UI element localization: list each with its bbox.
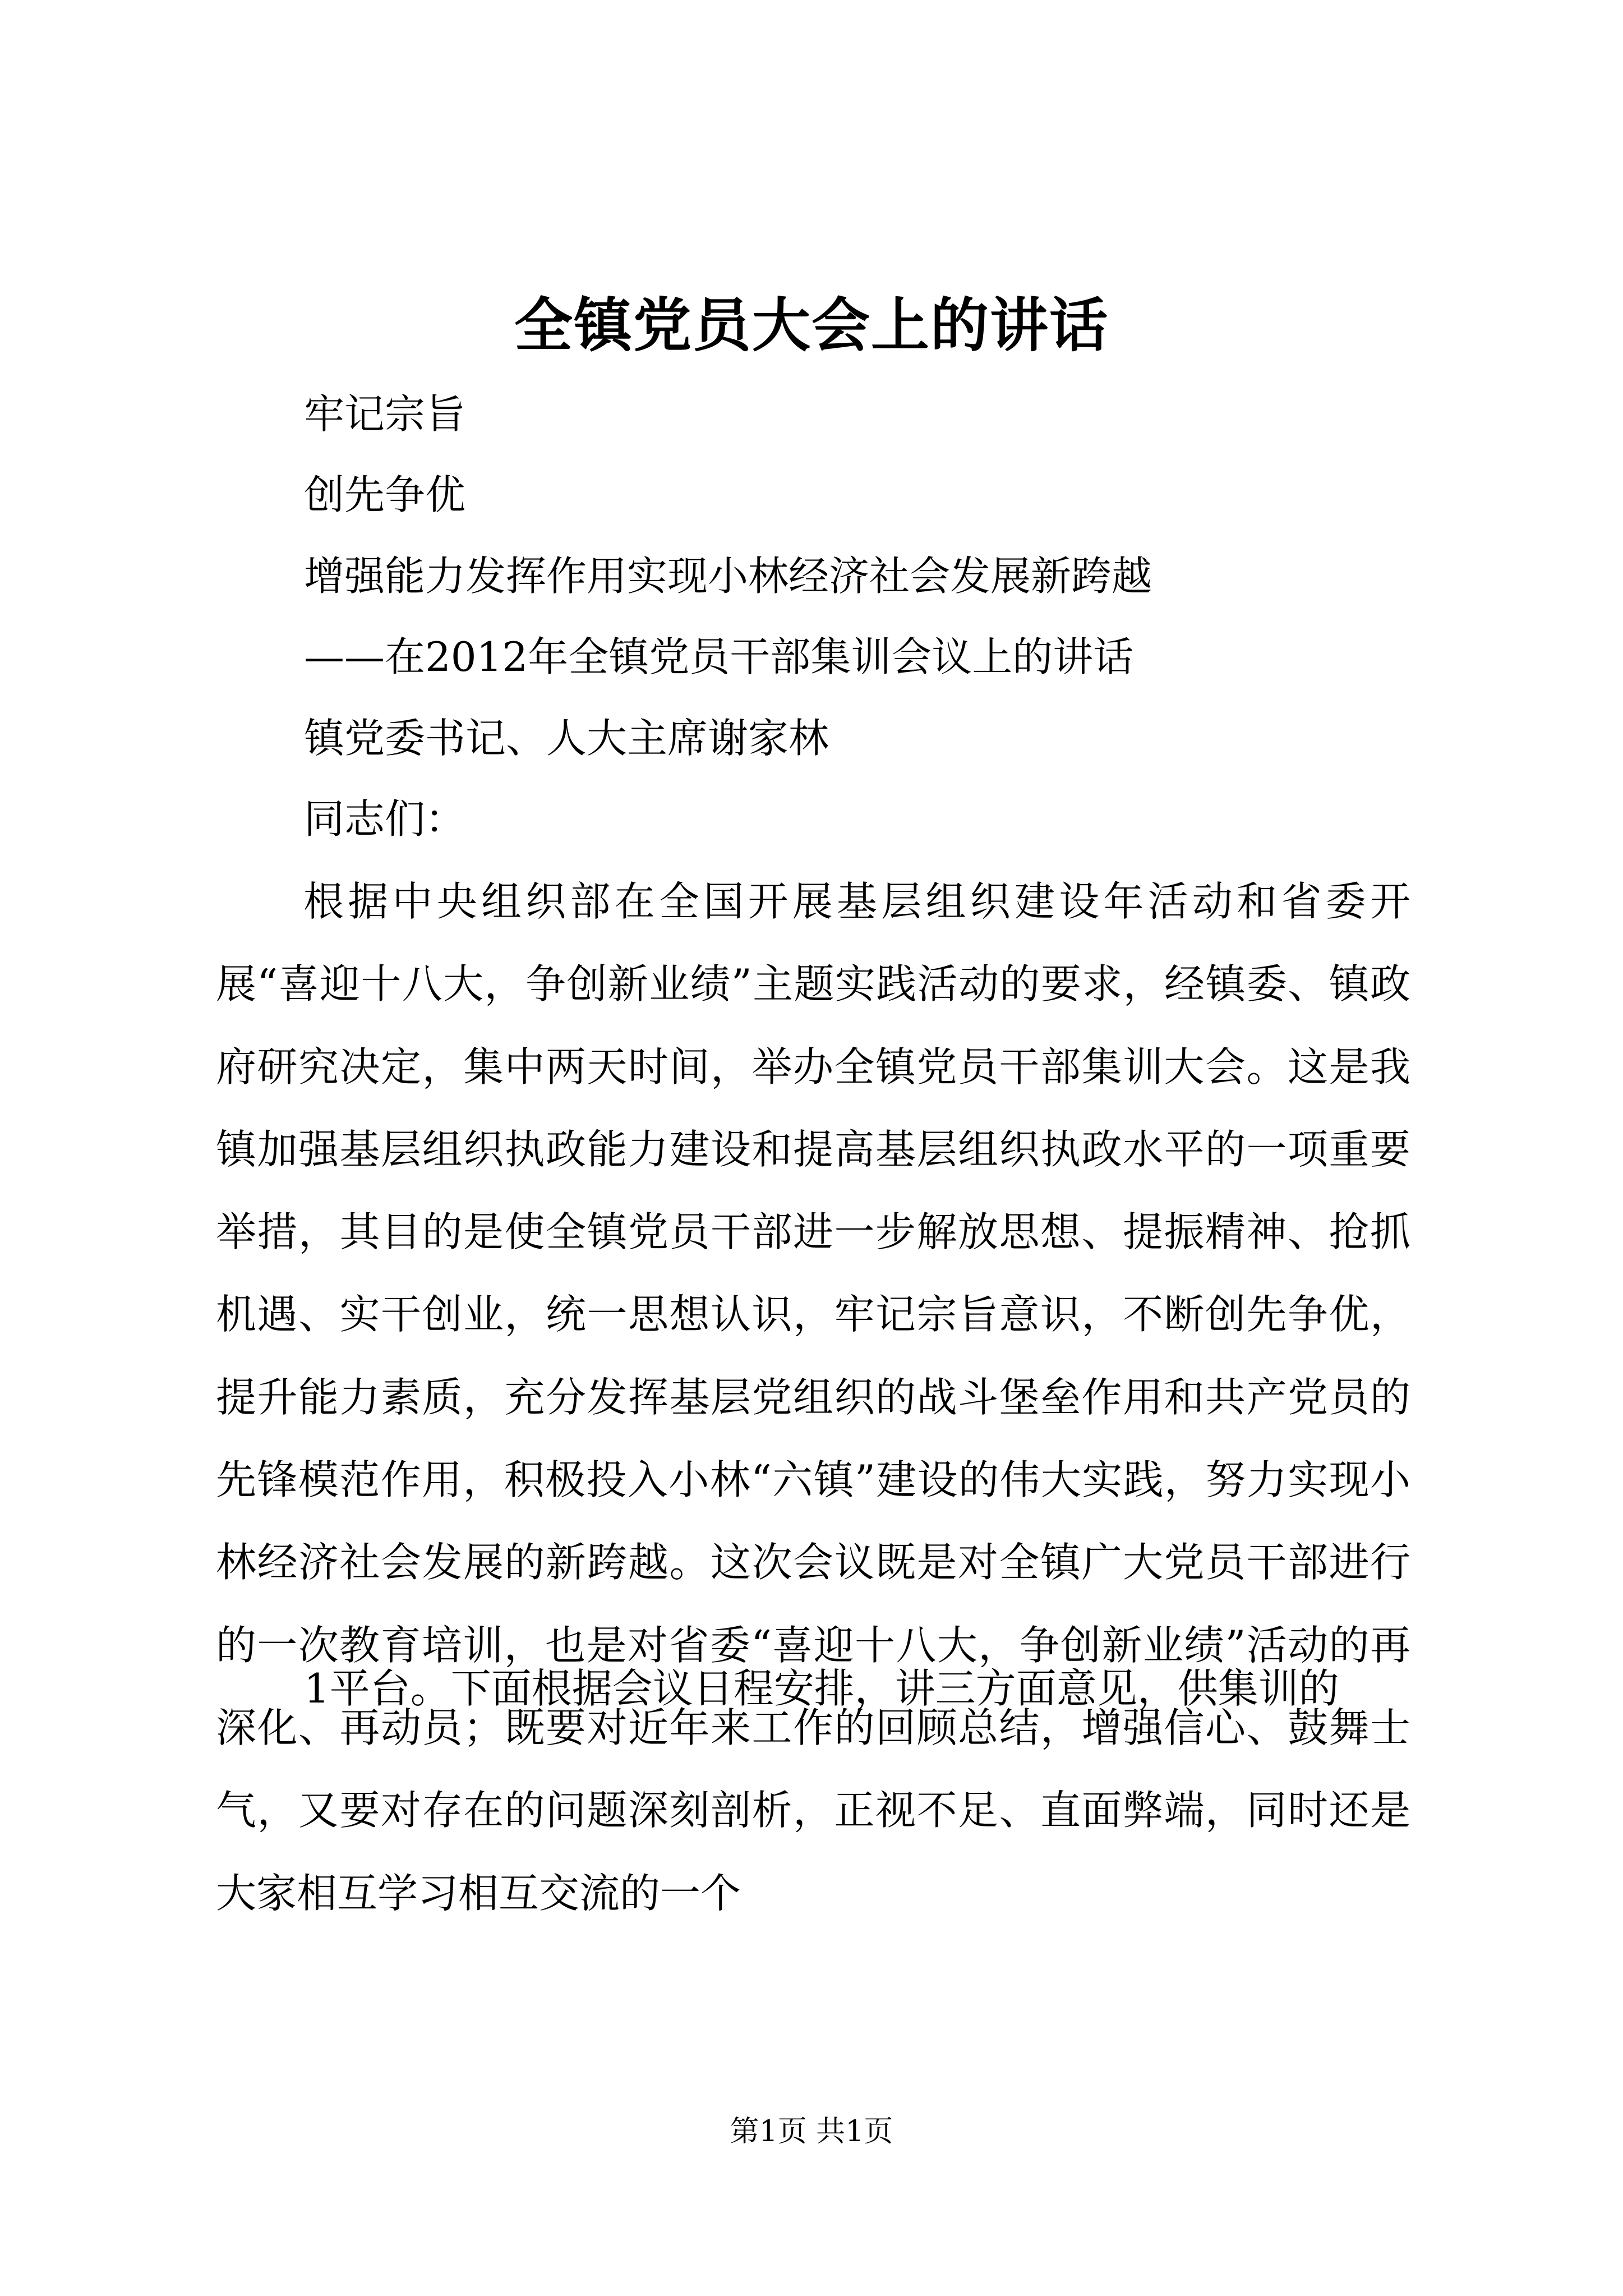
body-paragraph-2: 1平台。下面根据会议日程安排，讲三方面意见，供集训的 [304, 1665, 1339, 1712]
header-line-speaker: 镇党委书记、人大主席谢家林 [304, 715, 829, 762]
page-footer: 第1页 共1页 [730, 2115, 893, 2148]
document-title: 全镇党员大会上的讲话 [514, 291, 1109, 360]
header-line-slogan-2: 创先争优 [304, 471, 466, 518]
header-line-greeting: 同志们： [304, 795, 466, 843]
header-line-subtitle: 增强能力发挥作用实现小林经济社会发展新跨越 [304, 553, 1152, 600]
header-line-slogan-1: 牢记宗旨 [304, 390, 466, 438]
body-paragraph-1: 根据中央组织部在全国开展基层组织建设年活动和省委开展“喜迎十八大，争创新业绩”主题实践活动的要求，经镇委、镇政府研究决定，集中两天时间，举办全镇党员干部集训大会。这是我镇加强基层组织执政能力建设和提高基层组织执政水平的一项重要举措，其目的是使全镇党员干部进一步解放思想、提振精神、抢抓机遇、实干创业，统一思想认识，牢记宗旨意识，不断创先争优，提升能力素质，充分发挥基层党组织的战斗堡垒作用和共产党员的先锋模范作用，积极投入小林“六镇”建设的伟大实践，努力实现小林经济社会发展的新跨越。这次会议既是对全镇广大党员干部进行的一次教育培训，也是对省委“喜迎十八大，争创新业绩”活动的再深化、再动员；既要对近年来工作的回顾总结，增强信心、鼓舞士气，又要对存在的问题深刻剖析，正视不足、直面弊端，同时还是大家相互学习相互交流的一个 [216, 878, 1410, 1917]
header-line-occasion: ——在2012年全镇党员干部集训会议上的讲话 [304, 633, 1134, 680]
